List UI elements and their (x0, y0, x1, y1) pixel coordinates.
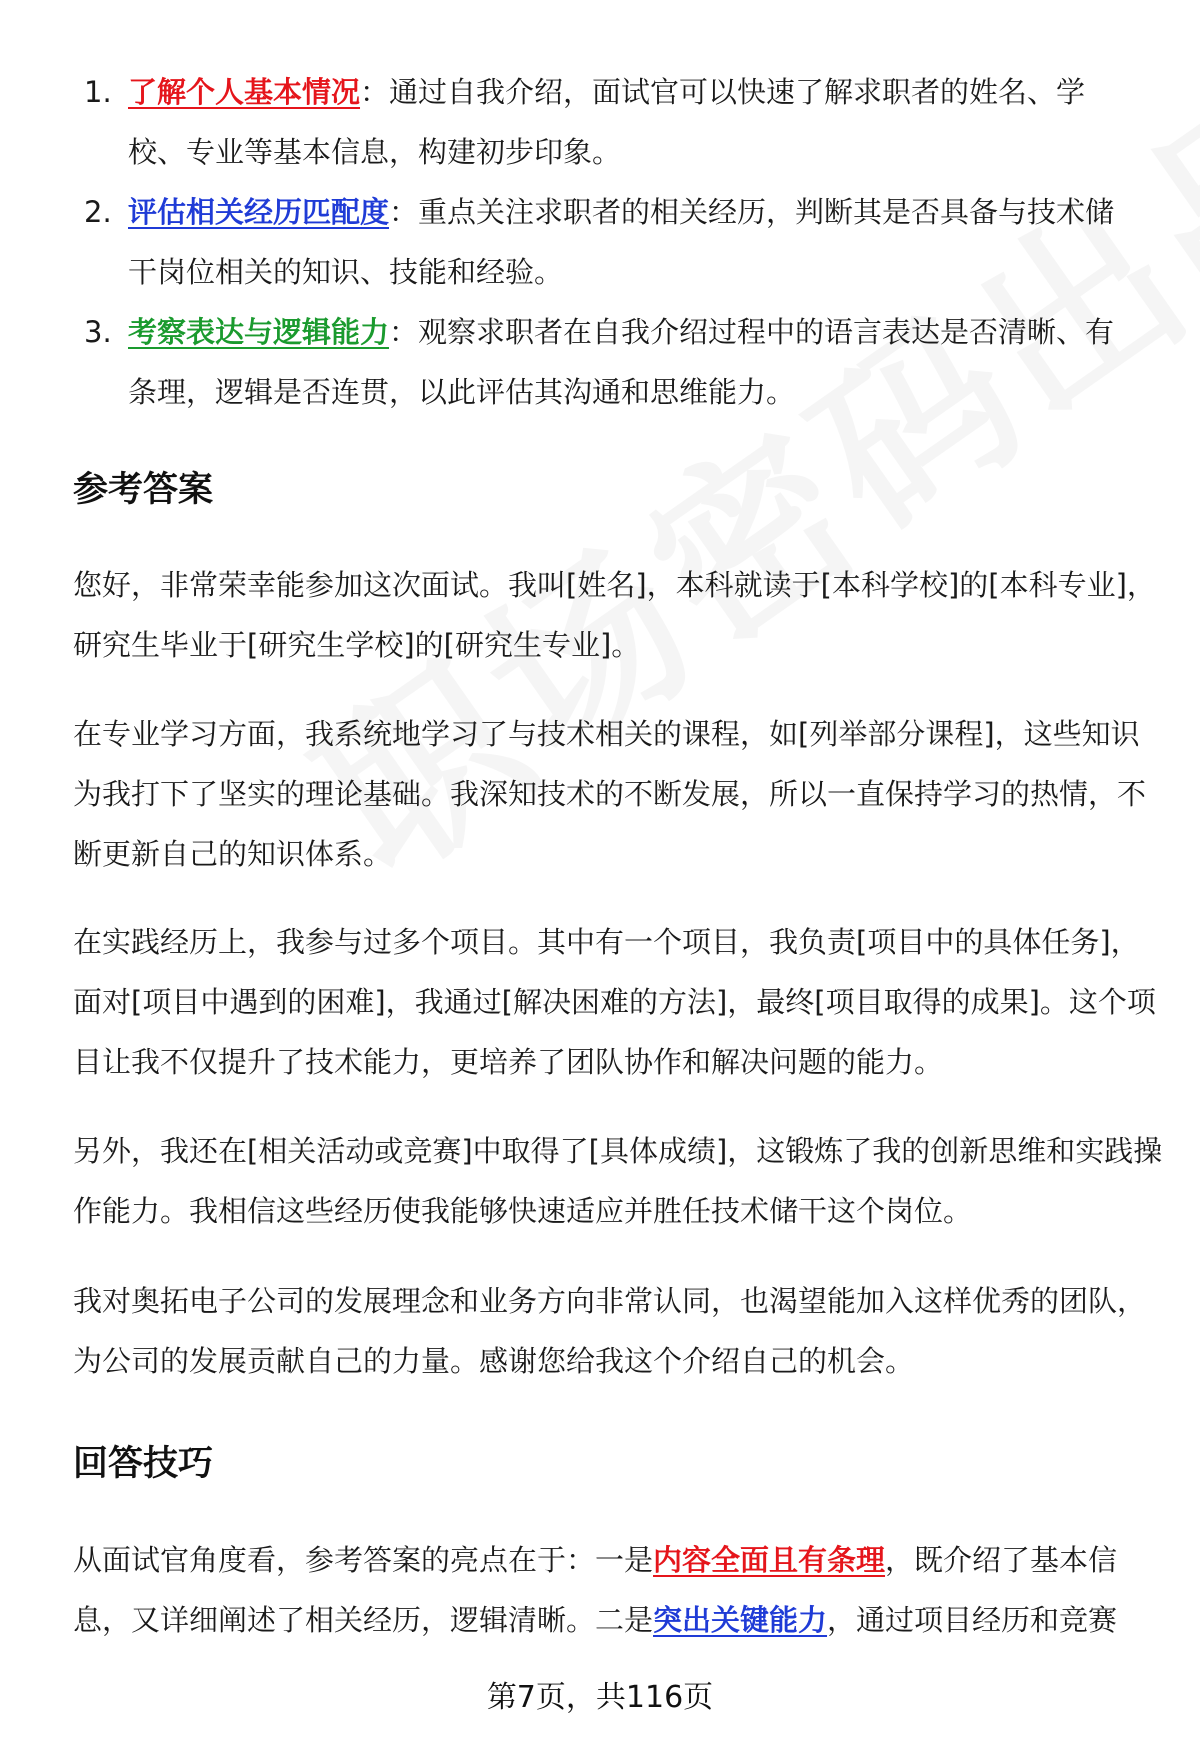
keyword-highlight: 突出关键能力 (653, 1603, 828, 1637)
keyword-highlight: 评估相关经历匹配度 (128, 195, 390, 229)
reference-paragraph: 另外，我还在[相关活动或竞赛]中取得了[具体成绩]，这锻炼了我的创新思维和实践操作能力。我相信这些经历使我能够快速适应并胜任技术储干这个岗位。 (73, 1134, 1163, 1228)
reference-paragraph: 在专业学习方面，我系统地学习了与技术相关的课程，如[列举部分课程]，这些知识为我打下了坚实的理论基础。我深知技术的不断发展，所以一直保持学习的热情，不断更新自己的知识体系。 (73, 717, 1147, 871)
list-item (0, 182, 1200, 302)
reference-paragraph: 我对奥拓电子公司的发展理念和业务方向非常认同，也渴望能加入这样优秀的团队，为公司的发展贡献自己的力量。感谢您给我这个介绍自己的机会。 (73, 1284, 1147, 1378)
list-item (0, 62, 1200, 182)
colon: ： (360, 75, 390, 109)
interview-purpose-list (0, 62, 1200, 422)
section-title-reference: 参考答案 (73, 470, 214, 510)
tips-text: ，通过项目经历和竞赛 (827, 1603, 1118, 1637)
tips-paragraph (73, 1530, 1163, 1650)
tips-text: ，既介绍了基本信息，又详细阐述了相关经历，逻辑清晰。二是 (73, 1543, 1118, 1637)
list-item (0, 302, 1200, 422)
list-item-text: 通过自我介绍，面试官可以快速了解求职者的姓名、学校、专业等基本信息，构建初步印象。 (128, 75, 1086, 169)
list-item-text: 重点关注求职者的相关经历，判断其是否具备与技术储干岗位相关的知识、技能和经验。 (128, 195, 1115, 289)
reference-paragraph: 您好，非常荣幸能参加这次面试。我叫[姓名]，本科就读于[本科学校]的[本科专业]，研究生毕业于[研究生学校]的[研究生专业]。 (73, 568, 1156, 662)
keyword-highlight: 考察表达与逻辑能力 (128, 315, 390, 349)
list-number: 1. (84, 75, 112, 109)
list-number: 3. (84, 315, 112, 349)
list-number: 2. (84, 195, 112, 229)
keyword-highlight: 内容全面且有条理 (653, 1543, 886, 1577)
keyword-highlight: 了解个人基本情况 (128, 75, 361, 109)
colon: ： (389, 315, 419, 349)
colon: ： (389, 195, 419, 229)
list-item-text: 观察求职者在自我介绍过程中的语言表达是否清晰、有条理，逻辑是否连贯，以此评估其沟通和思维能力。 (128, 315, 1115, 409)
section-title-tips: 回答技巧 (73, 1444, 214, 1484)
page-footer: 第7页，共116页 (486, 1680, 714, 1715)
reference-paragraph: 在实践经历上，我参与过多个项目。其中有一个项目，我负责[项目中的具体任务]，面对[项目中遇到的困难]，我通过[解决困难的方法]，最终[项目取得的成果]。这个项目让我不仅提升了技术能力，更培养了团队协作和解决问题的能力。 (73, 925, 1156, 1079)
tips-text: 从面试官角度看，参考答案的亮点在于：一是 (73, 1543, 654, 1577)
